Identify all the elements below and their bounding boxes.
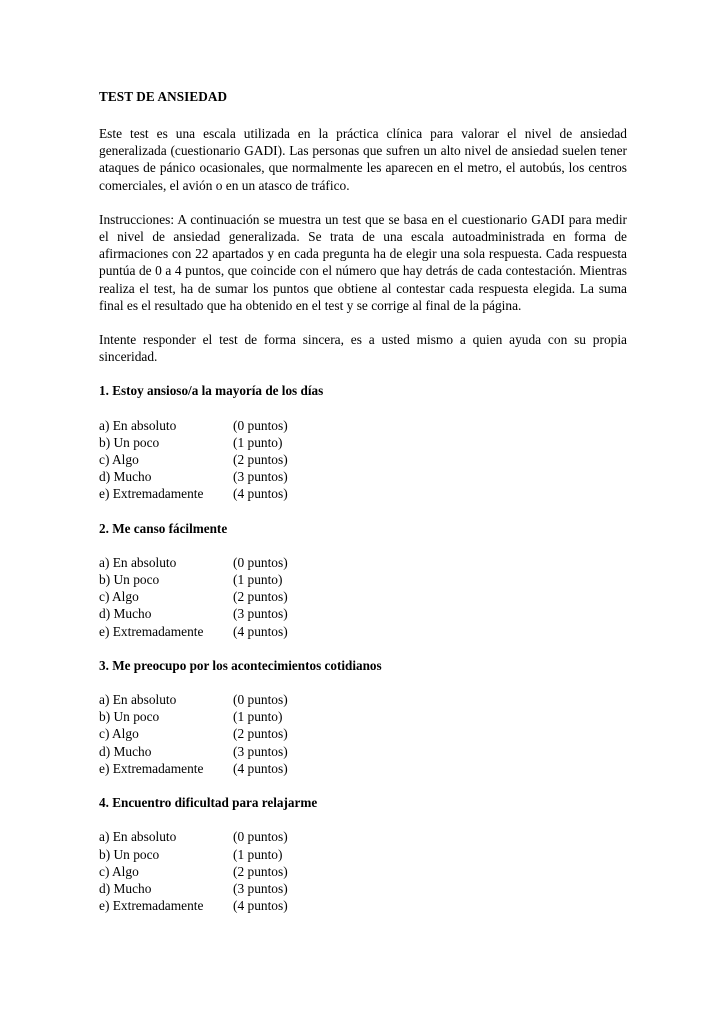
spacer	[99, 105, 627, 125]
option-points: (0 puntos)	[233, 692, 288, 708]
question-heading-2: 2. Me canso fácilmente	[99, 520, 228, 536]
option-label: d) Mucho	[99, 469, 152, 485]
option-points: (1 punto)	[233, 709, 283, 725]
option-label: e) Extremadamente	[99, 486, 204, 502]
option-c[interactable]	[99, 725, 627, 742]
question-heading-4: 4. Encuentro dificultad para relajarme	[99, 795, 318, 811]
instructions-paragraph: Instrucciones: A continuación se muestra un test que se basa en el cuestionario GADI para medir el nivel de ansiedad generalizada. Se trata de una escala autoadministrada en forma de afirmaciones con 22 apartados y en cada pregunta ha de elegir una sola respuesta. Cada respuesta puntúa de 0 a 4 puntos, que coincide con el número que hay detrás de cada contestación. Mientras realiza el test, ha de sumar los puntos que obtiene al contestar cada respuesta elegida. La suma final es el resultado que ha obtenido en el test y se corrige al final de la página.	[99, 211, 627, 313]
option-points: (1 punto)	[233, 434, 283, 450]
option-a[interactable]	[99, 554, 627, 571]
option-a[interactable]	[99, 417, 627, 434]
option-points: (2 puntos)	[233, 589, 288, 605]
option-label: a) En absoluto	[99, 417, 177, 433]
option-b[interactable]	[99, 571, 627, 588]
intro-paragraph-1: Este test es una escala utilizada en la práctica clínica para valorar el nivel de ansiedad generalizada (cuestionario GADI). Las personas que sufren un alto nivel de ansiedad suelen tener ataques de pánico ocasionales, que normalmente les aparecen en el metro, el autobús, los centros comerciales, el avión o en un atasco de tráfico.	[99, 126, 627, 193]
option-d[interactable]	[99, 605, 627, 622]
option-b[interactable]	[99, 434, 627, 451]
option-d[interactable]	[99, 880, 627, 897]
option-points: (1 punto)	[233, 846, 283, 862]
option-label: d) Mucho	[99, 880, 152, 896]
question-block-4	[99, 794, 627, 914]
option-label: d) Mucho	[99, 743, 152, 759]
option-label: e) Extremadamente	[99, 623, 204, 639]
spacer	[99, 777, 627, 794]
option-label: c) Algo	[99, 589, 139, 605]
option-label: c) Algo	[99, 863, 139, 879]
option-label: e) Extremadamente	[99, 760, 204, 776]
option-e[interactable]	[99, 485, 627, 502]
spacer	[99, 400, 627, 417]
option-points: (0 puntos)	[233, 417, 288, 433]
option-points: (2 puntos)	[233, 452, 288, 468]
option-label: d) Mucho	[99, 606, 152, 622]
answer-options-3	[99, 691, 627, 777]
question-block-2	[99, 520, 627, 640]
question-heading-3: 3. Me preocupo por los acontecimientos cotidianos	[99, 657, 382, 673]
question-block-1	[99, 382, 627, 502]
option-label: b) Un poco	[99, 846, 160, 862]
question-block-3	[99, 657, 627, 777]
option-b[interactable]	[99, 846, 627, 863]
option-points: (1 punto)	[233, 572, 283, 588]
option-label: c) Algo	[99, 726, 139, 742]
option-label: b) Un poco	[99, 709, 160, 725]
option-points: (4 puntos)	[233, 760, 288, 776]
spacer	[99, 640, 627, 657]
option-label: a) En absoluto	[99, 692, 177, 708]
option-a[interactable]	[99, 828, 627, 845]
option-c[interactable]	[99, 588, 627, 605]
option-b[interactable]	[99, 708, 627, 725]
option-points: (3 puntos)	[233, 469, 288, 485]
answer-options-2	[99, 554, 627, 640]
page-title: TEST DE ANSIEDAD	[99, 89, 228, 104]
spacer	[99, 503, 627, 520]
option-c[interactable]	[99, 863, 627, 880]
option-a[interactable]	[99, 691, 627, 708]
option-label: a) En absoluto	[99, 829, 177, 845]
option-points: (4 puntos)	[233, 486, 288, 502]
option-points: (0 puntos)	[233, 829, 288, 845]
option-e[interactable]	[99, 760, 627, 777]
spacer	[99, 811, 627, 828]
option-e[interactable]	[99, 623, 627, 640]
option-label: a) En absoluto	[99, 554, 177, 570]
option-points: (2 puntos)	[233, 726, 288, 742]
question-heading-1: 1. Estoy ansioso/a la mayoría de los días	[99, 383, 324, 399]
sincerity-paragraph: Intente responder el test de forma sincera, es a usted mismo a quien ayuda con su propia sinceridad.	[99, 332, 627, 365]
answer-options-1	[99, 417, 627, 503]
option-label: b) Un poco	[99, 434, 160, 450]
option-points: (4 puntos)	[233, 623, 288, 639]
option-label: e) Extremadamente	[99, 898, 204, 914]
spacer	[99, 365, 627, 382]
option-label: c) Algo	[99, 452, 139, 468]
spacer	[99, 537, 627, 554]
option-d[interactable]	[99, 743, 627, 760]
answer-options-4	[99, 828, 627, 914]
option-d[interactable]	[99, 468, 627, 485]
spacer	[99, 674, 627, 691]
option-points: (2 puntos)	[233, 863, 288, 879]
spacer	[99, 314, 627, 331]
option-c[interactable]	[99, 451, 627, 468]
spacer	[99, 194, 627, 211]
option-e[interactable]	[99, 897, 627, 914]
option-points: (4 puntos)	[233, 898, 288, 914]
option-points: (3 puntos)	[233, 743, 288, 759]
option-points: (3 puntos)	[233, 880, 288, 896]
option-points: (3 puntos)	[233, 606, 288, 622]
option-points: (0 puntos)	[233, 554, 288, 570]
option-label: b) Un poco	[99, 572, 160, 588]
